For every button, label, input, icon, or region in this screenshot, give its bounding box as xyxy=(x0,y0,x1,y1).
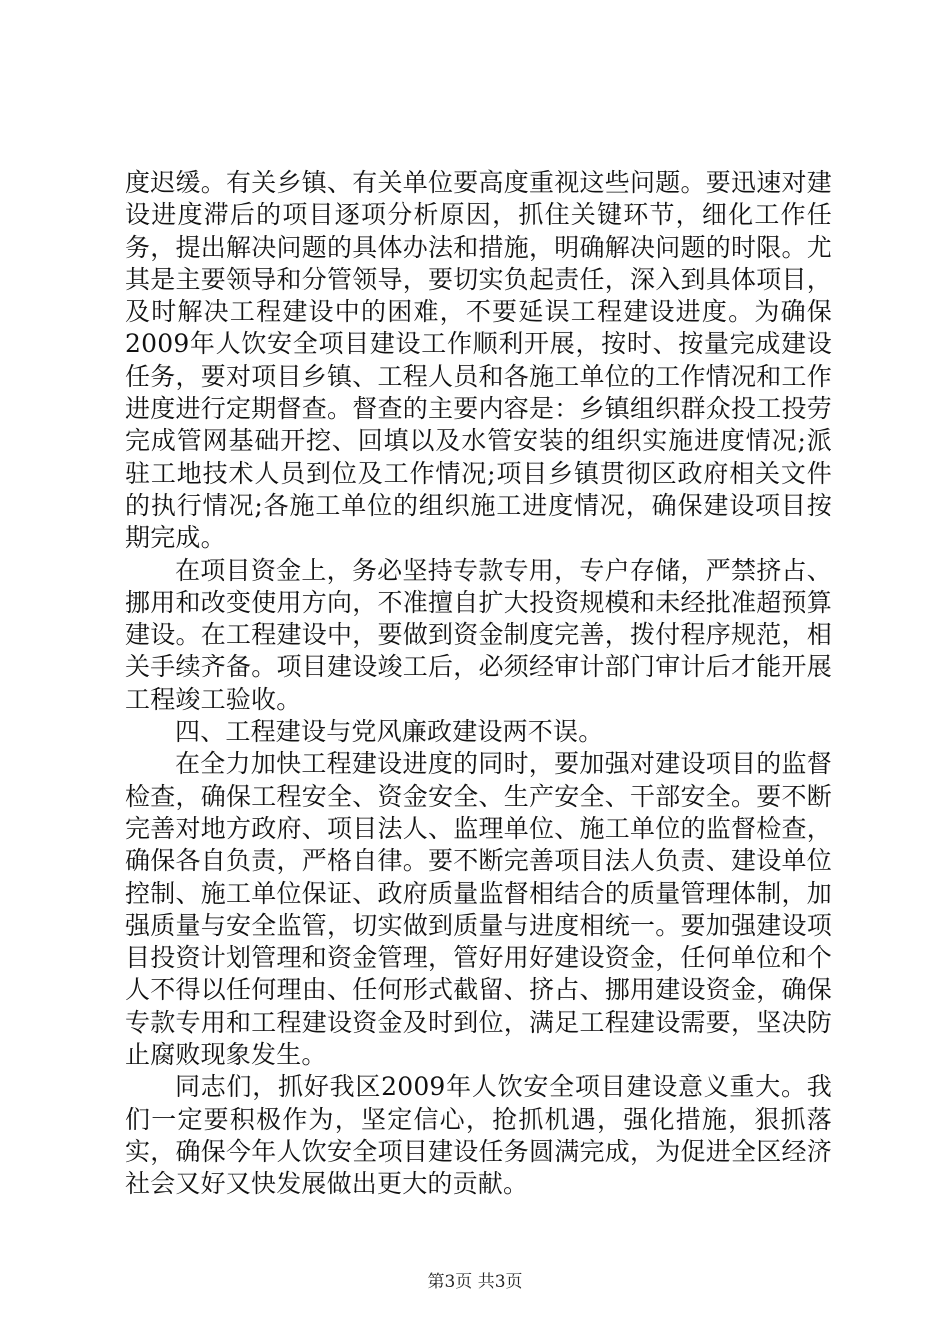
page-footer: 第3页 共3页 xyxy=(427,1272,523,1292)
paragraph-project-funds: 在项目资金上，务必坚持专款专用，专户存储，严禁挤占、挪用和改变使用方向，不准擅自扩大投资规模和未经批准超预算建设。在工程建设中，要做到资金制度完善，拨付程序规范，相关手续齐备。项目建设竣工后，必须经审计部门审计后才能开展工程竣工验收。 xyxy=(125,555,832,714)
paragraph-closing: 同志们，抓好我区2009年人饮安全项目建设意义重大。我们一定要积极作为，坚定信心，抢抓机遇，强化措施，狠抓落实，确保今年人饮安全项目建设任务圆满完成，为促进全区经济社会又好又快发展做出更大的贡献。 xyxy=(125,1072,832,1199)
document-body xyxy=(125,167,832,1201)
paragraph-continued: 度迟缓。有关乡镇、有关单位要高度重视这些问题。要迅速对建设进度滞后的项目逐项分析原因，抓住关键环节，细化工作任务，提出解决问题的具体办法和措施，明确解决问题的时限。尤其是主要领导和分管领导，要切实负起责任，深入到具体项目，及时解决工程建设中的困难，不要延误工程建设进度。为确保2009年人饮安全项目建设工作顺利开展，按时、按量完成建设任务，要对项目乡镇、工程人员和各施工单位的工作情况和工作进度进行定期督查。督查的主要内容是：乡镇组织群众投工投劳完成管网基础开挖、回填以及水管安装的组织实施进度情况;派驻工地技术人员到位及工作情况;项目乡镇贯彻区政府相关文件的执行情况;各施工单位的组织施工进度情况，确保建设项目按期完成。 xyxy=(125,168,832,553)
section-heading-four: 四、工程建设与党风廉政建设两不误。 xyxy=(175,717,604,747)
paragraph-supervision: 在全力加快工程建设进度的同时，要加强对建设项目的监督检查，确保工程安全、资金安全、生产安全、干部安全。要不断完善对地方政府、项目法人、监理单位、施工单位的监督检查，确保各自负责，严格自律。要不断完善项目法人负责、建设单位控制、施工单位保证、政府质量监督相结合的质量管理体制，加强质量与安全监管，切实做到质量与进度相统一。要加强建设项目投资计划管理和资金管理，管好用好建设资金，任何单位和个人不得以任何理由、任何形式截留、挤占、挪用建设资金，确保专款专用和工程建设资金及时到位，满足工程建设需要，坚决防止腐败现象发生。 xyxy=(125,749,832,1070)
